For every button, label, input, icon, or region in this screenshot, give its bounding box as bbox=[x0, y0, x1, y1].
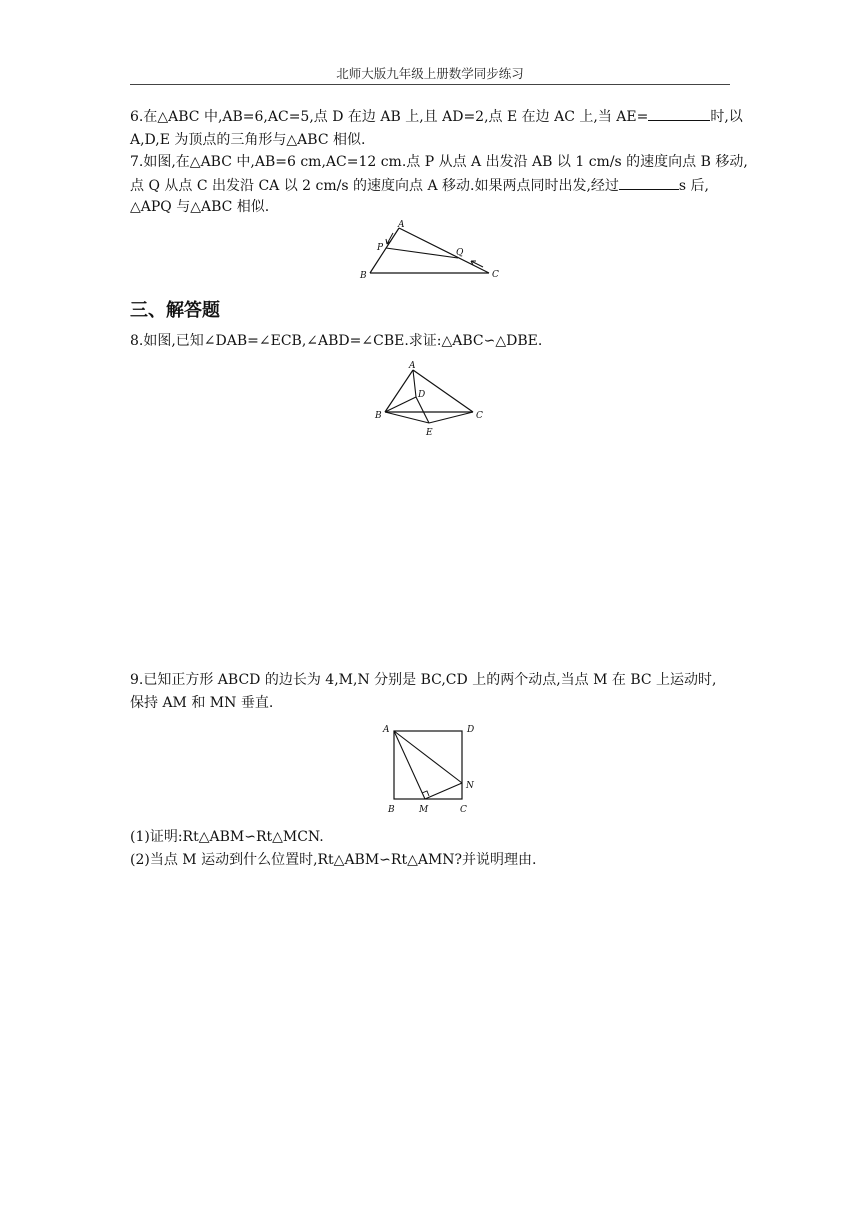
q8-label-c: C bbox=[476, 411, 483, 421]
q7-figure-triangle bbox=[355, 218, 505, 282]
q9-part-1: (1)证明:Rt△ABM∽Rt△MCN. bbox=[130, 829, 324, 845]
q7-text-before-blank: 点 Q 从点 C 出发沿 CA 以 2 cm/s 的速度向点 A 移动.如果两点同时出发,经过 bbox=[130, 178, 619, 194]
section-heading: 三、解答题 bbox=[130, 300, 220, 321]
q9-segment-am bbox=[394, 731, 425, 799]
q8-segment-de bbox=[416, 397, 429, 423]
q9-segment-mn bbox=[425, 783, 462, 799]
q8-figure bbox=[372, 360, 490, 440]
q8-segment-ad bbox=[413, 370, 416, 397]
q7-line-1: 7.如图,在△ABC 中,AB=6 cm,AC=12 cm.点 P 从点 A 出发沿 AB 以 1 cm/s 的速度向点 B 移动, bbox=[130, 154, 748, 170]
q8-label-d: D bbox=[418, 390, 426, 400]
q9-label-b: B bbox=[388, 805, 395, 815]
q9-segment-an bbox=[394, 731, 462, 783]
q7-segment-ab bbox=[370, 228, 399, 273]
q9-line-1: 9.已知正方形 ABCD 的边长为 4,M,N 分别是 BC,CD 上的两个动点,当点 M 在 BC 上运动时, bbox=[130, 672, 717, 688]
q6-line-2: A,D,E 为顶点的三角形与△ABC 相似. bbox=[130, 132, 366, 148]
q7-label-c: C bbox=[492, 270, 499, 280]
q8-segment-be bbox=[385, 412, 429, 423]
q7-text-after-blank: s 后, bbox=[678, 178, 709, 194]
q6-text-after-blank: 时,以 bbox=[710, 109, 743, 125]
q7-label-b: B bbox=[360, 271, 367, 281]
q8-label-b: B bbox=[375, 411, 382, 421]
q7-segment-pq bbox=[386, 248, 458, 258]
q9-figure-square bbox=[375, 718, 485, 818]
q9-label-m: M bbox=[419, 805, 429, 815]
q6-line-1 bbox=[130, 106, 743, 127]
q7-label-p: P bbox=[377, 243, 384, 253]
q7-line-3: △APQ 与△ABC 相似. bbox=[130, 199, 270, 215]
q9-square-abcd bbox=[394, 731, 462, 799]
q8-label-a: A bbox=[409, 361, 416, 371]
q9-part-2: (2)当点 M 运动到什么位置时,Rt△ABM∽Rt△AMN?并说明理由. bbox=[130, 852, 537, 868]
header-rule bbox=[130, 84, 730, 85]
q7-answer-blank[interactable] bbox=[619, 175, 679, 190]
q9-label-c: C bbox=[460, 805, 467, 815]
q7-label-q: Q bbox=[456, 248, 464, 258]
q7-segment-ac bbox=[399, 228, 489, 273]
q9-label-n: N bbox=[466, 781, 474, 791]
q6-answer-blank[interactable] bbox=[648, 106, 710, 121]
q7-label-a: A bbox=[398, 220, 405, 230]
q8-segment-ce bbox=[429, 412, 473, 423]
q8-label-e: E bbox=[426, 428, 433, 438]
q9-line-2: 保持 AM 和 MN 垂直. bbox=[130, 695, 274, 711]
q9-label-a: A bbox=[383, 725, 390, 735]
page-header-title: 北师大版九年级上册数学同步练习 bbox=[336, 66, 524, 81]
q6-text-before-blank: 6.在△ABC 中,AB=6,AC=5,点 D 在边 AB 上,且 AD=2,点 E 在边 AC 上,当 AE= bbox=[130, 109, 649, 125]
q8-line-1: 8.如图,已知∠DAB=∠ECB,∠ABD=∠CBE.求证:△ABC∽△DBE. bbox=[130, 333, 543, 349]
q7-line-2 bbox=[130, 175, 709, 196]
q9-label-d: D bbox=[467, 725, 475, 735]
